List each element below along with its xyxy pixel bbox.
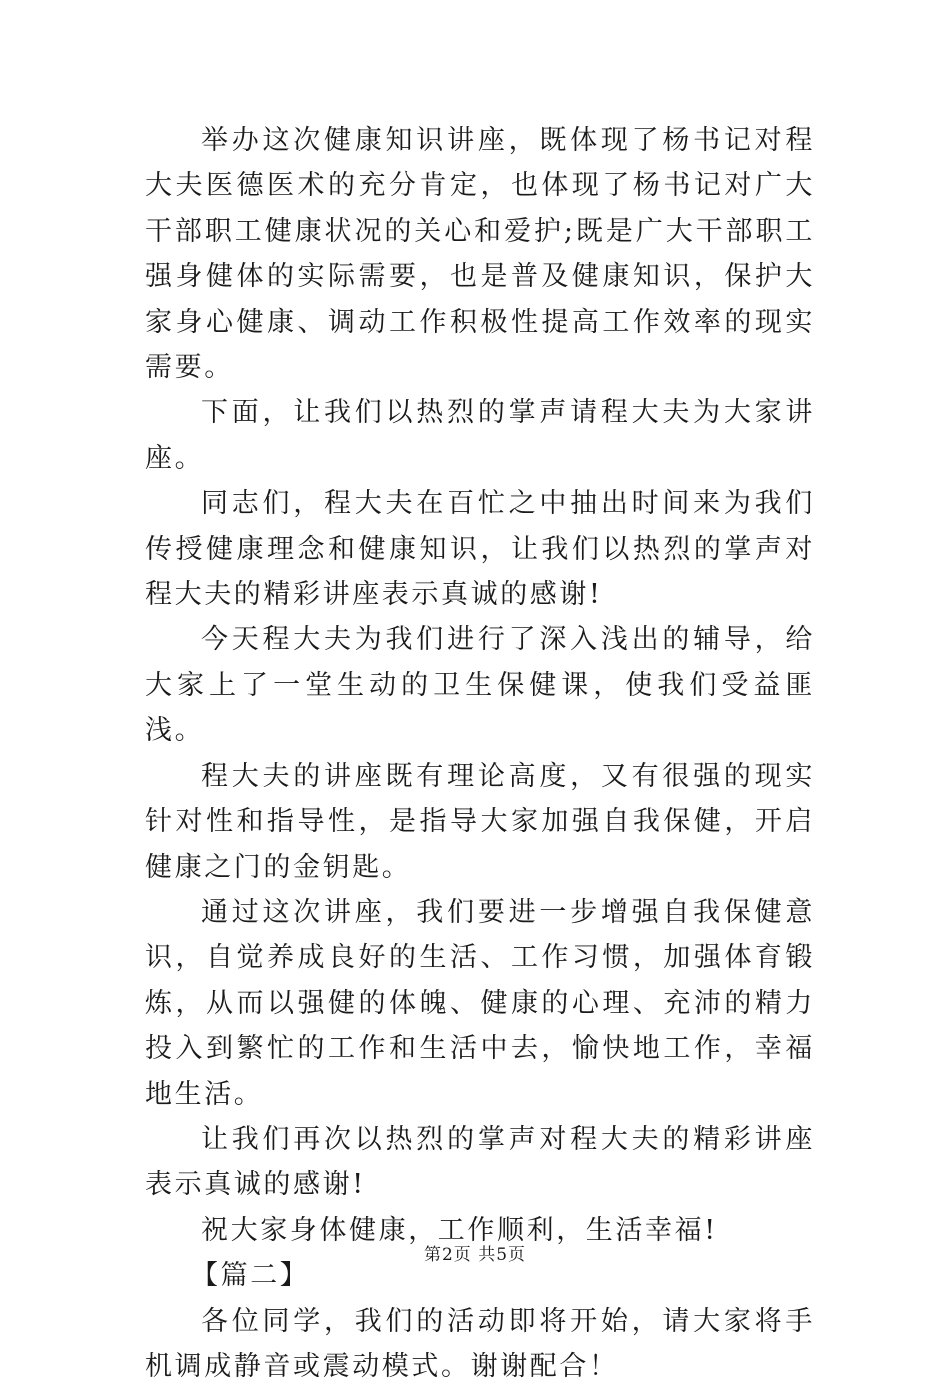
- paragraph-9: 各位同学，我们的活动即将开始，请大家将手机调成静音或震动模式。谢谢配合！: [145, 1305, 815, 1382]
- paragraph-4: 今天程大夫为我们进行了深入浅出的辅导，给大家上了一堂生动的卫生保健课，使我们受益匪浅。: [145, 624, 815, 747]
- paragraph-6: 通过这次讲座，我们要进一步增强自我保健意识，自觉养成良好的生活、工作习惯，加强体育锻炼，从而以强健的体魄、健康的心理、充沛的精力投入到繁忙的工作和生活中去，愉快地工作，幸福地生活。: [145, 896, 815, 1110]
- paragraph-2: 下面，让我们以热烈的掌声请程大夫为大家讲座。: [145, 397, 815, 474]
- section-heading: 【篇二】: [191, 1260, 310, 1292]
- page-number-footer: 第2页 共5页: [423, 1245, 527, 1265]
- paragraph-3: 同志们，程大夫在百忙之中抽出时间来为我们传授健康理念和健康知识，让我们以热烈的掌声对程大夫的精彩讲座表示真诚的感谢!: [145, 488, 815, 611]
- paragraph-1: 举办这次健康知识讲座，既体现了杨书记对程大夫医德医术的充分肯定，也体现了杨书记对广大干部职工健康状况的关心和爱护;既是广大干部职工强身健体的实际需要，也是普及健康知识，保护大家身心健康、调动工作积极性提高工作效率的现实需要。: [145, 125, 815, 384]
- paragraph-8: 祝大家身体健康，工作顺利，生活幸福!: [201, 1214, 718, 1246]
- document-body: [145, 118, 815, 1389]
- paragraph-7: 让我们再次以热烈的掌声对程大夫的精彩讲座表示真诚的感谢!: [145, 1123, 815, 1201]
- paragraph-5: 程大夫的讲座既有理论高度，又有很强的现实针对性和指导性，是指导大家加强自我保健，开启健康之门的金钥匙。: [145, 760, 815, 883]
